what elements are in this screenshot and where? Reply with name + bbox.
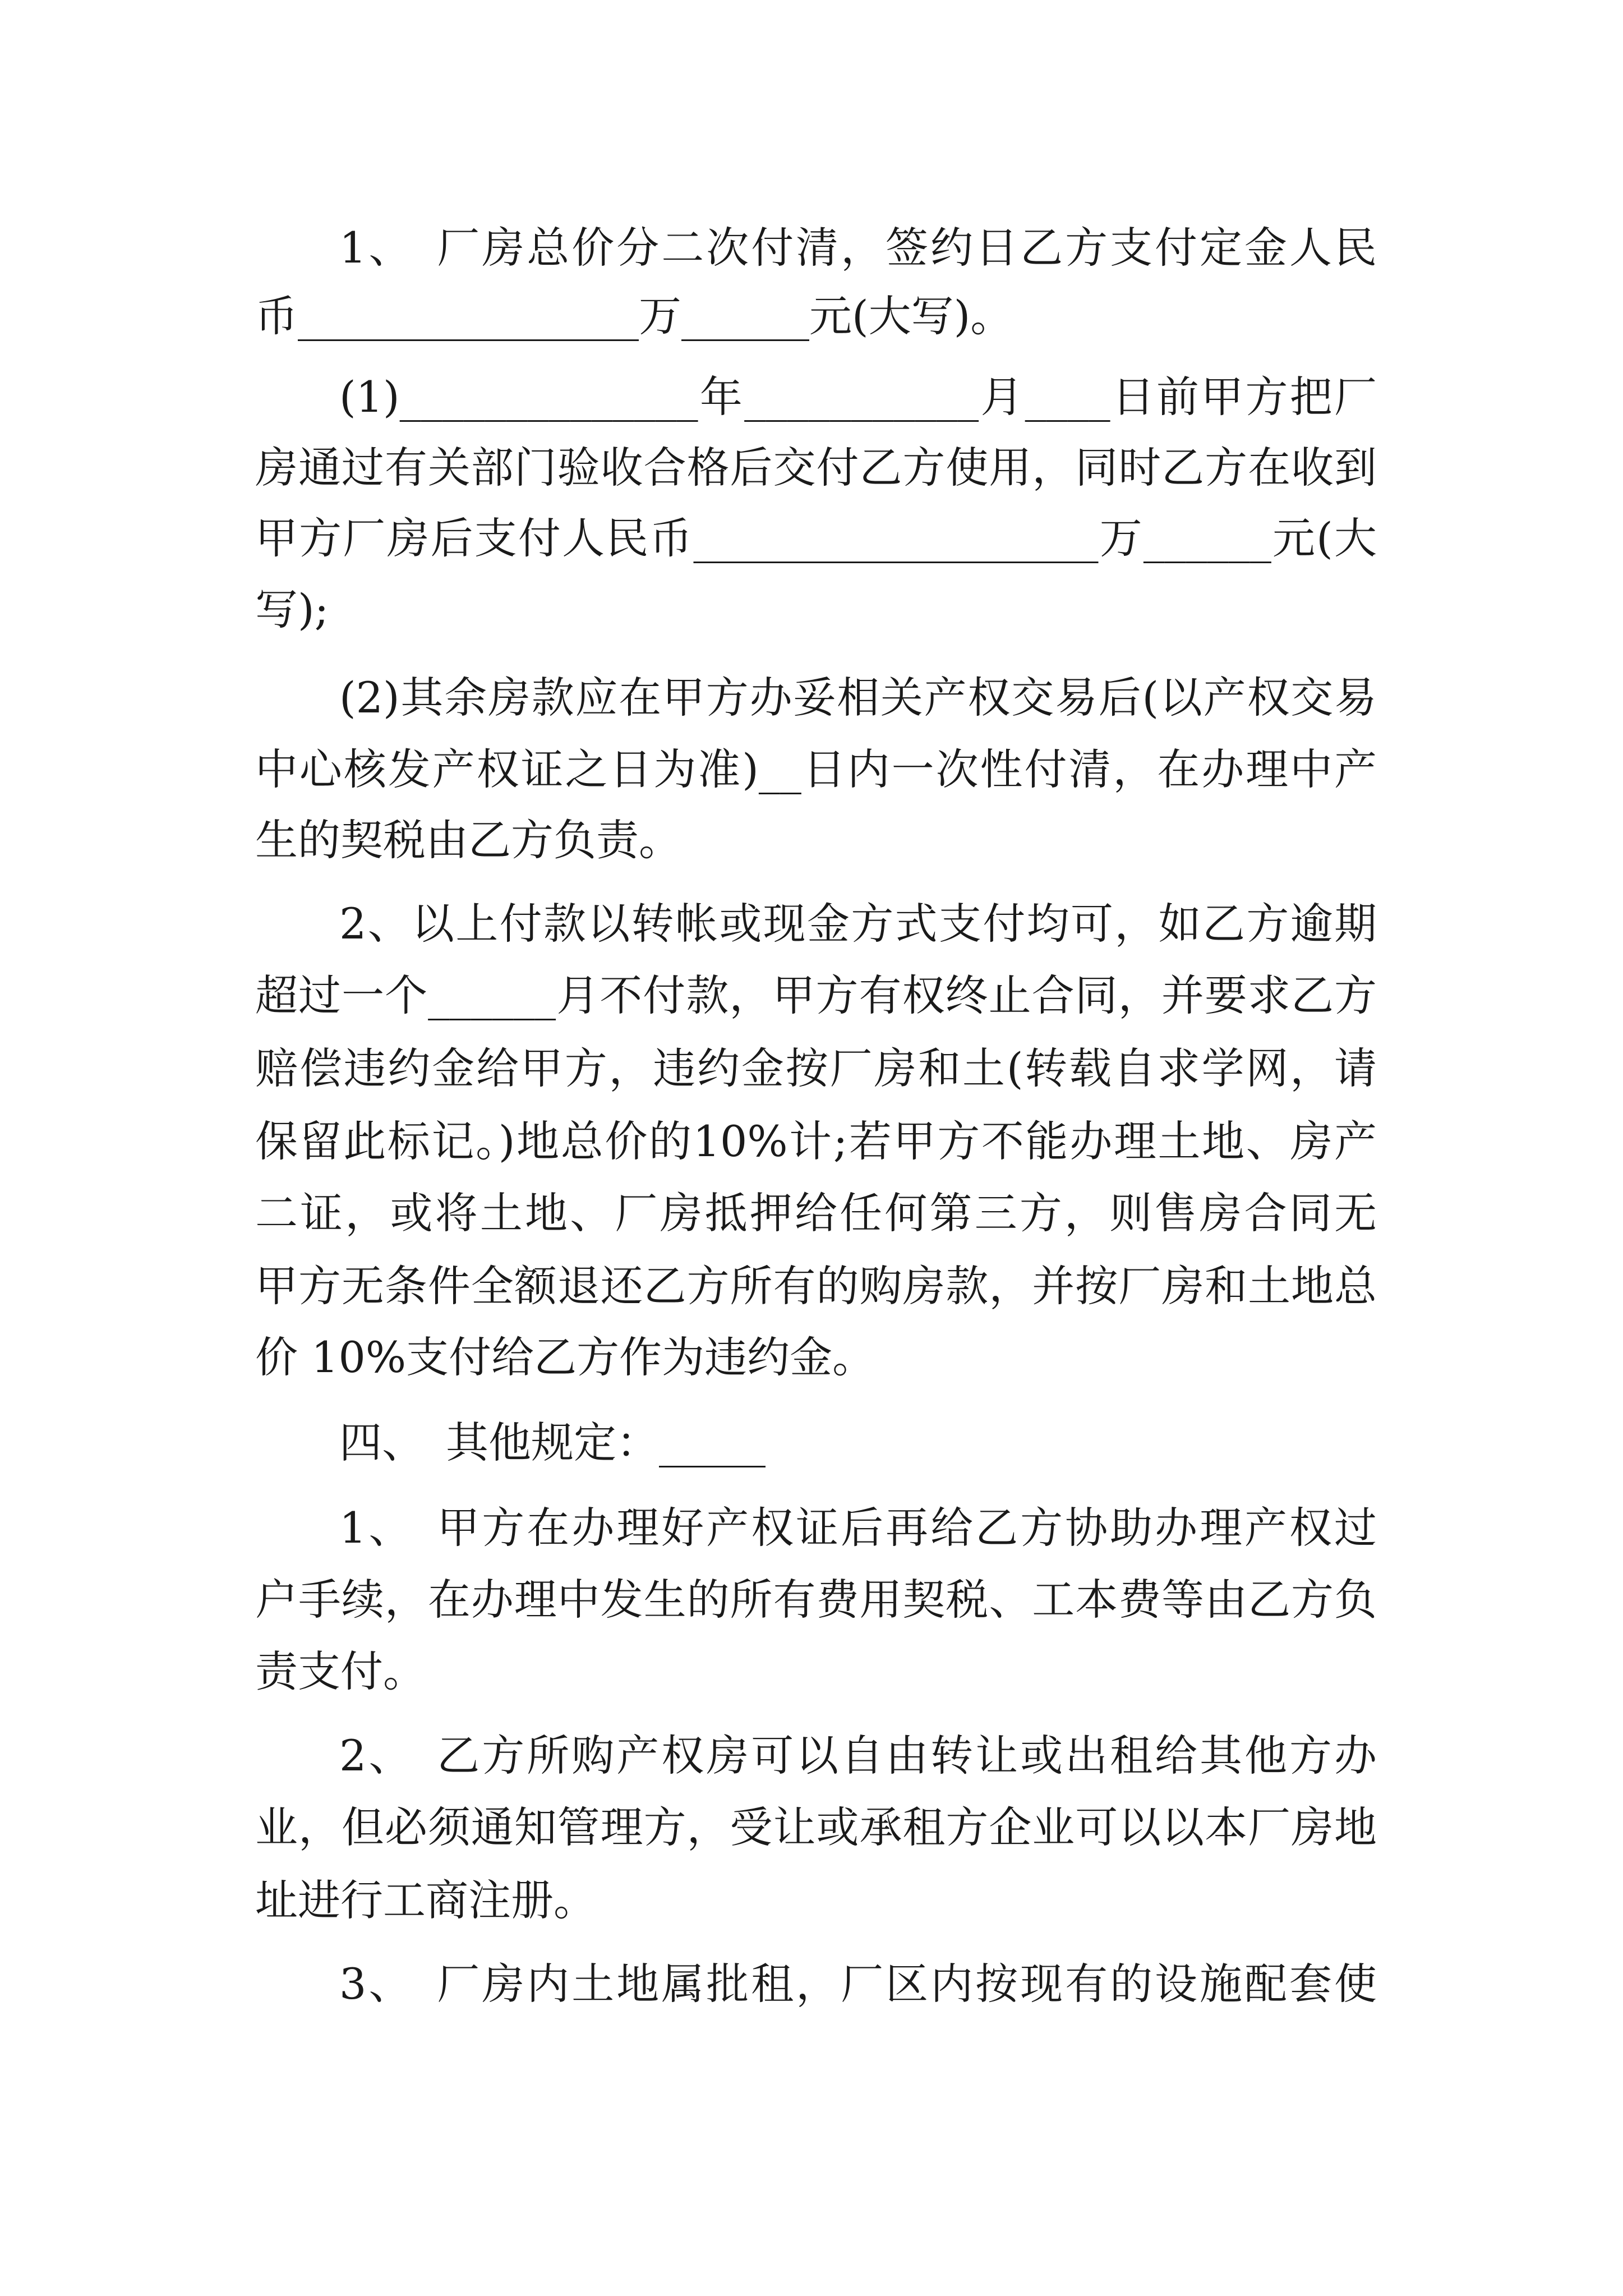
text-line: 二证，或将土地、厂房抵押给任何第三方，则售房合同无 xyxy=(255,1188,1377,1238)
text-line: (1)______________年___________月____日前甲方把厂 xyxy=(339,372,1377,422)
text-line: 3、 厂房内土地属批租，厂区内按现有的设施配套使 xyxy=(339,1959,1377,2009)
text-line: 甲方无条件全额退还乙方所有的购房款，并按厂房和土地总 xyxy=(255,1261,1377,1311)
text-line: 价 10%支付给乙方作为违约金。 xyxy=(255,1332,875,1382)
text-line: 户手续，在办理中发生的所有费用契税、工本费等由乙方负 xyxy=(255,1575,1377,1625)
text-line: 2、以上付款以转帐或现金方式支付均可，如乙方逾期 xyxy=(339,899,1377,949)
text-line: 赔偿违约金给甲方，违约金按厂房和土(转载自求学网，请 xyxy=(255,1043,1377,1093)
text-line: 责支付。 xyxy=(255,1646,426,1696)
text-line: 址进行工商注册。 xyxy=(255,1875,596,1925)
text-line: 中心核发产权证之日为准)__日内一次性付清，在办理中产 xyxy=(255,744,1377,794)
text-line: 超过一个______月不付款，甲方有权终止合同，并要求乙方 xyxy=(255,970,1377,1020)
section-heading: 四、 其他规定：_____ xyxy=(339,1418,766,1467)
text-line: 甲方厂房后支付人民币___________________万______元(大 xyxy=(255,513,1377,563)
text-line: (2)其余房款应在甲方办妥相关产权交易后(以产权交易 xyxy=(339,673,1377,723)
text-line: 房通过有关部门验收合格后交付乙方使用，同时乙方在收到 xyxy=(255,443,1377,493)
text-line: 1、 厂房总价分二次付清，签约日乙方支付定金人民 xyxy=(339,223,1377,273)
text-line: 生的契税由乙方负责。 xyxy=(255,815,681,865)
text-line: 2、 乙方所购产权房可以自由转让或出租给其他方办 xyxy=(339,1731,1377,1780)
text-line: 写); xyxy=(255,585,329,634)
text-line: 业，但必须通知管理方，受让或承租方企业可以以本厂房地 xyxy=(255,1802,1377,1852)
text-line: 1、 甲方在办理好产权证后再给乙方协助办理产权过 xyxy=(339,1503,1377,1553)
text-line: 币________________万______元(大写)。 xyxy=(255,291,1013,341)
text-line: 保留此标记。)地总价的10%计;若甲方不能办理土地、房产 xyxy=(255,1116,1377,1166)
